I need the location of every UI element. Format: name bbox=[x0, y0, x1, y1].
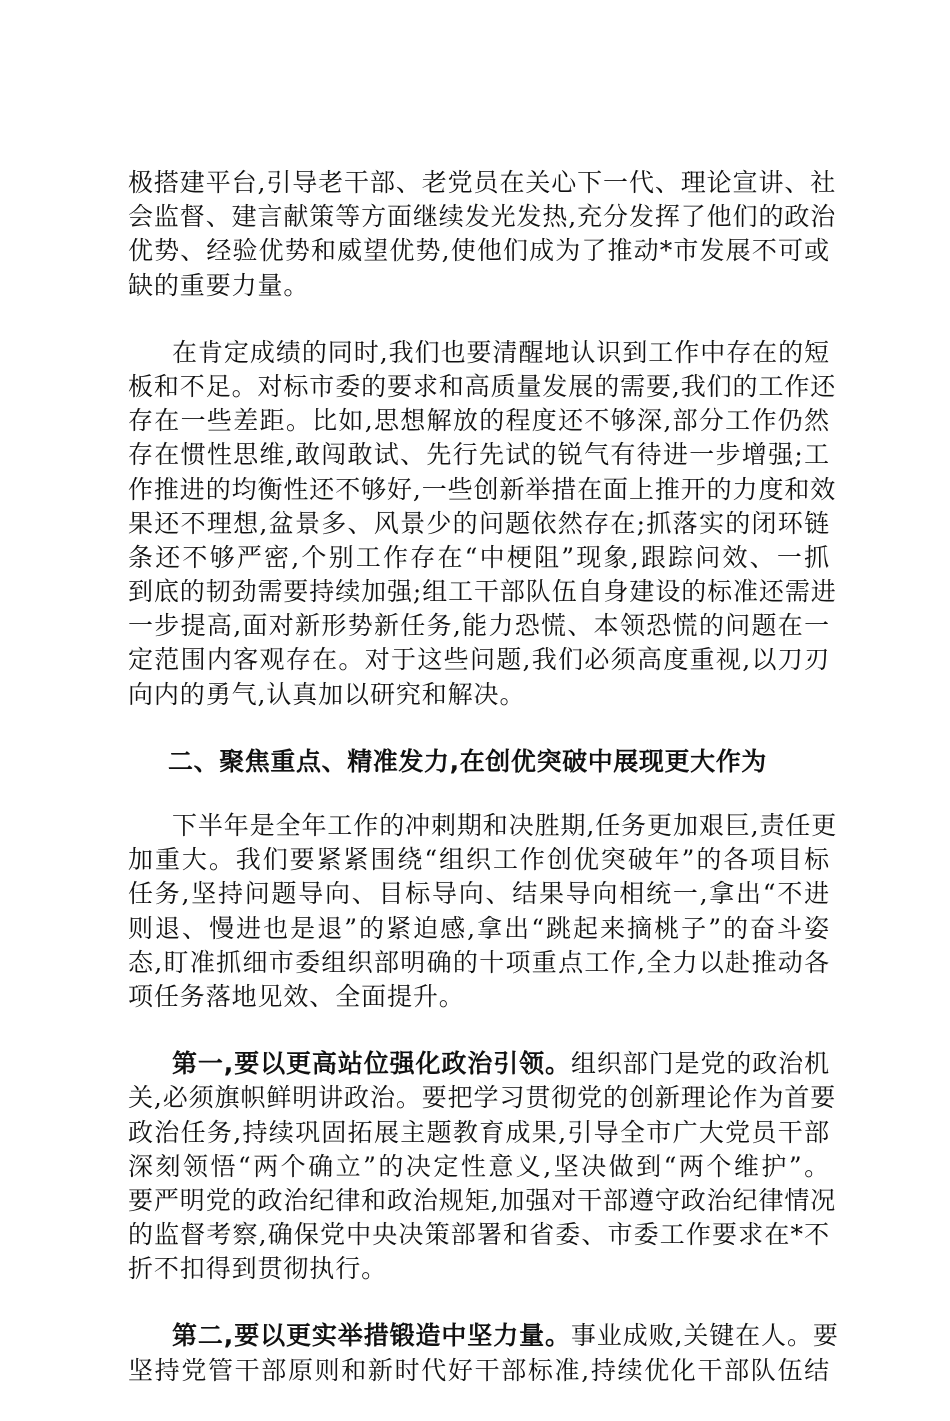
text-line: 要严明党的政治纪律和政治规矩,加强对干部遵守政治纪律情况 bbox=[128, 1185, 837, 1215]
text-line: 板和不足。对标市委的要求和高质量发展的需要,我们的工作还 bbox=[128, 371, 837, 401]
text-line: 会监督、建言献策等方面继续发光发热,充分发挥了他们的政治 bbox=[128, 202, 837, 232]
text-line: 深刻领悟“两个确立”的决定性意义,坚决做到“两个维护”。 bbox=[128, 1151, 830, 1181]
paragraph-shortcomings bbox=[128, 336, 837, 712]
point-lead: 第一,要以更高站位强化政治引领。 bbox=[172, 1049, 571, 1079]
point-lead: 第二,要以更实举措锻造中坚力量。 bbox=[172, 1321, 571, 1351]
text-line: 向内的勇气,认真加以研究和解决。 bbox=[128, 679, 526, 709]
text-line: 存在一些差距。比如,思想解放的程度还不够深,部分工作仍然 bbox=[128, 406, 830, 436]
text-line bbox=[128, 1319, 839, 1353]
text-line: 果还不理想,盆景多、风景少的问题依然存在;抓落实的闭环链 bbox=[128, 508, 830, 538]
text-line: 态,盯准抓细市委组织部明确的十项重点工作,全力以赴推动各 bbox=[128, 947, 830, 977]
paragraph-legacy-cadres bbox=[128, 166, 837, 303]
text-line: 加重大。我们要紧紧围绕“组织工作创优突破年”的各项目标 bbox=[128, 845, 830, 875]
text-line: 关,必须旗帜鲜明讲政治。要把学习贯彻党的创新理论作为首要 bbox=[128, 1083, 837, 1113]
text-line: 条还不够严密,个别工作存在“中梗阻”现象,跟踪问效、一抓 bbox=[128, 542, 830, 572]
text-line: 在肯定成绩的同时,我们也要清醒地认识到工作中存在的短 bbox=[172, 337, 830, 367]
text-line: 存在惯性思维,敢闯敢试、先行先试的锐气有待进一步增强;工 bbox=[128, 440, 830, 470]
document-body bbox=[128, 166, 839, 1421]
text-line: 定范围内客观存在。对于这些问题,我们必须高度重视,以刀刃 bbox=[128, 645, 830, 675]
text-line: 坚持党管干部原则和新时代好干部标准,持续优化干部队伍结 bbox=[128, 1355, 830, 1385]
paragraph-first-point bbox=[128, 1047, 837, 1286]
text-line: 则退、慢进也是退”的紧迫感,拿出“跳起来摘桃子”的奋斗姿 bbox=[128, 913, 830, 943]
text-line: 极搭建平台,引导老干部、老党员在关心下一代、理论宣讲、社 bbox=[128, 168, 837, 197]
section-heading: 二、聚焦重点、精准发力,在创优突破中展现更大作为 bbox=[168, 746, 767, 776]
text-line: 的监督考察,确保党中央决策部署和省委、市委工作要求在*不 bbox=[128, 1220, 830, 1250]
point-text: 事业成败,关键在人。要 bbox=[570, 1321, 839, 1351]
text-line: 优势、经验优势和威望优势,使他们成为了推动*市发展不可或 bbox=[128, 236, 830, 266]
text-line: 到底的韧劲需要持续加强;组工干部队伍自身建设的标准还需进 bbox=[128, 577, 837, 607]
text-line bbox=[128, 1047, 830, 1081]
text-line: 任务,坚持问题导向、目标导向、结果导向相统一,拿出“不进 bbox=[128, 879, 830, 909]
point-text: 组织部门是党的政治机 bbox=[570, 1049, 830, 1079]
paragraph-second-point bbox=[128, 1319, 839, 1387]
text-line: 缺的重要力量。 bbox=[128, 270, 310, 300]
paragraph-second-half bbox=[128, 809, 838, 1014]
text-line: 一步提高,面对新形势新任务,能力恐慌、本领恐慌的问题在一 bbox=[128, 611, 830, 641]
text-line: 作推进的均衡性还不够好,一些创新举措在面上推开的力度和效 bbox=[128, 474, 837, 504]
text-line: 下半年是全年工作的冲刺期和决胜期,任务更加艰巨,责任更 bbox=[172, 811, 838, 840]
text-line: 政治任务,持续巩固拓展主题教育成果,引导全市广大党员干部 bbox=[128, 1117, 830, 1147]
text-line: 项任务落地见效、全面提升。 bbox=[128, 981, 465, 1011]
text-line: 折不扣得到贯彻执行。 bbox=[128, 1254, 388, 1284]
